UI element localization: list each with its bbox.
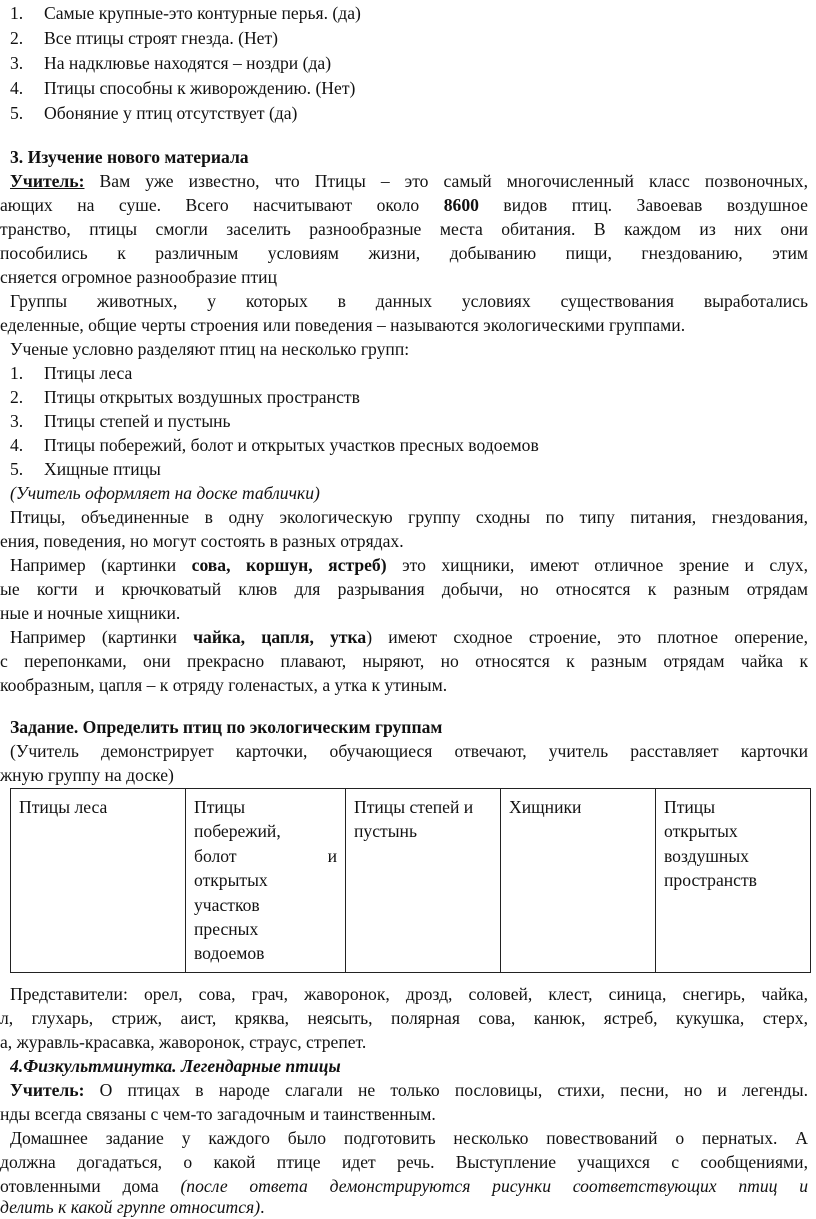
statement-item: 3. На надклювье находятся – ноздри (да) — [10, 53, 332, 73]
group-list-item: 5. Хищные птицы — [10, 459, 161, 479]
paragraph-line: сняется огромное разнообразие птиц — [0, 267, 277, 287]
species-count: 8600 — [443, 195, 479, 215]
paragraph-line: с перепонками, они прекрасно плавают, ныряют, но относятся к разным отрядам чайка к — [0, 651, 808, 671]
section3-heading: 3. Изучение нового материала — [10, 147, 249, 167]
teacher-note: (Учитель оформляет на доске таблички) — [10, 483, 320, 503]
statement-item: 1. Самые крупные-это контурные перья. (да) — [10, 3, 361, 23]
paragraph-line: Группы животных, у которых в данных условиях существования выработались — [10, 291, 808, 311]
paragraph-line: Например (картинки сова, коршун, ястреб) это хищники, имеют отличное зрение и слух, — [10, 555, 808, 575]
paragraph-line: отовленными дома (после ответа демонстрируются рисунки соответствующих птиц и — [0, 1176, 808, 1196]
paragraph-line: делить к какой группе относится). — [0, 1197, 265, 1217]
group-list-item: 4. Птицы побережий, болот и открытых участков пресных водоемов — [10, 435, 539, 455]
paragraph-line: ные и ночные хищники. — [0, 603, 181, 623]
table-cell-open-air: Птицы открытых воздушных пространств — [656, 789, 811, 973]
statement-item: 2. Все птицы строят гнезда. (Нет) — [10, 28, 279, 48]
table-cell-predators: Хищники — [501, 789, 656, 973]
paragraph-line: Учитель: О птицах в народе слагали не только пословицы, стихи, песни, но и легенды. — [10, 1080, 808, 1100]
paragraph-line: должна догадаться, о какой птице идет речь. Выступление учащихся с сообщениями, — [0, 1152, 808, 1172]
paragraph-line: ые когти и крючковатый клюв для разрывания добычи, но относятся к разным отрядам — [0, 579, 808, 599]
group-list-item: 3. Птицы степей и пустынь — [10, 411, 231, 431]
teacher-label: Учитель: — [10, 1080, 85, 1100]
group-list-item: 1. Птицы леса — [10, 363, 133, 383]
paragraph-line: Птицы, объединенные в одну экологическую группу сходны по типу питания, гнездования, — [10, 507, 808, 527]
paragraph-line: транство, птицы смогли заселить разнообразные места обитания. В каждом из них они — [0, 219, 808, 239]
paragraph-line: а, журавль-красавка, жаворонок, страус, стрепет. — [0, 1032, 367, 1052]
paragraph-line: (Учитель демонстрирует карточки, обучающиеся отвечают, учитель расставляет карточки — [10, 741, 808, 761]
paragraph-line: Учитель: Вам уже известно, что Птицы – это самый многочисленный класс позвоночных, — [10, 171, 808, 191]
paragraph-line: ающих на суше. Всего насчитывают около 8600 видов птиц. Завоевав воздушное — [0, 195, 808, 215]
table-cell-forest: Птицы леса — [11, 789, 186, 973]
paragraph-line: жную группу на доске) — [0, 765, 174, 785]
table-row — [11, 789, 811, 973]
paragraph-line: ения, поведения, но могут состоять в разных отрядах. — [0, 531, 404, 551]
paragraph-line: пособились к различным условиям жизни, добыванию пищи, гнездованию, этим — [0, 243, 808, 263]
paragraph-line: кообразным, цапля – к отряду голенастых, а утка к утиным. — [0, 675, 448, 695]
statement-item: 4. Птицы способны к живорождению. (Нет) — [10, 78, 356, 98]
table-cell-steppe: Птицы степей и пустынь — [346, 789, 501, 973]
task-heading: Задание. Определить птиц по экологическим группам — [10, 717, 443, 737]
group-list-item: 2. Птицы открытых воздушных пространств — [10, 387, 360, 407]
paragraph-line: Домашнее задание у каждого было подготовить несколько повествований о пернатых. А — [10, 1128, 808, 1148]
paragraph-line: л, глухарь, стриж, аист, кряква, неясыть, полярная сова, канюк, ястреб, кукушка, стерх, — [0, 1008, 808, 1028]
statement-item: 5. Обоняние у птиц отсутствует (да) — [10, 103, 298, 123]
paragraph-line: Представители: орел, сова, грач, жаворонок, дрозд, соловей, клест, синица, снегирь, чайка, — [10, 984, 808, 1004]
ecological-groups-table — [10, 788, 811, 973]
paragraph-line: еделенные, общие черты строения или поведения – называются экологическими группами. — [0, 315, 686, 335]
paragraph-line: Например (картинки чайка, цапля, утка) имеют сходное строение, это плотное оперение, — [10, 627, 808, 647]
paragraph-line: нды всегда связаны с чем-то загадочным и таинственным. — [0, 1104, 436, 1124]
table-cell-coast: Птицы побережий, болот и открытых участков пресных водоемов — [186, 789, 346, 973]
paragraph-line: Ученые условно разделяют птиц на несколько групп: — [10, 339, 410, 359]
section4-heading: 4.Физкультминутка. Легендарные птицы — [10, 1056, 341, 1076]
teacher-label: Учитель: — [10, 171, 85, 191]
